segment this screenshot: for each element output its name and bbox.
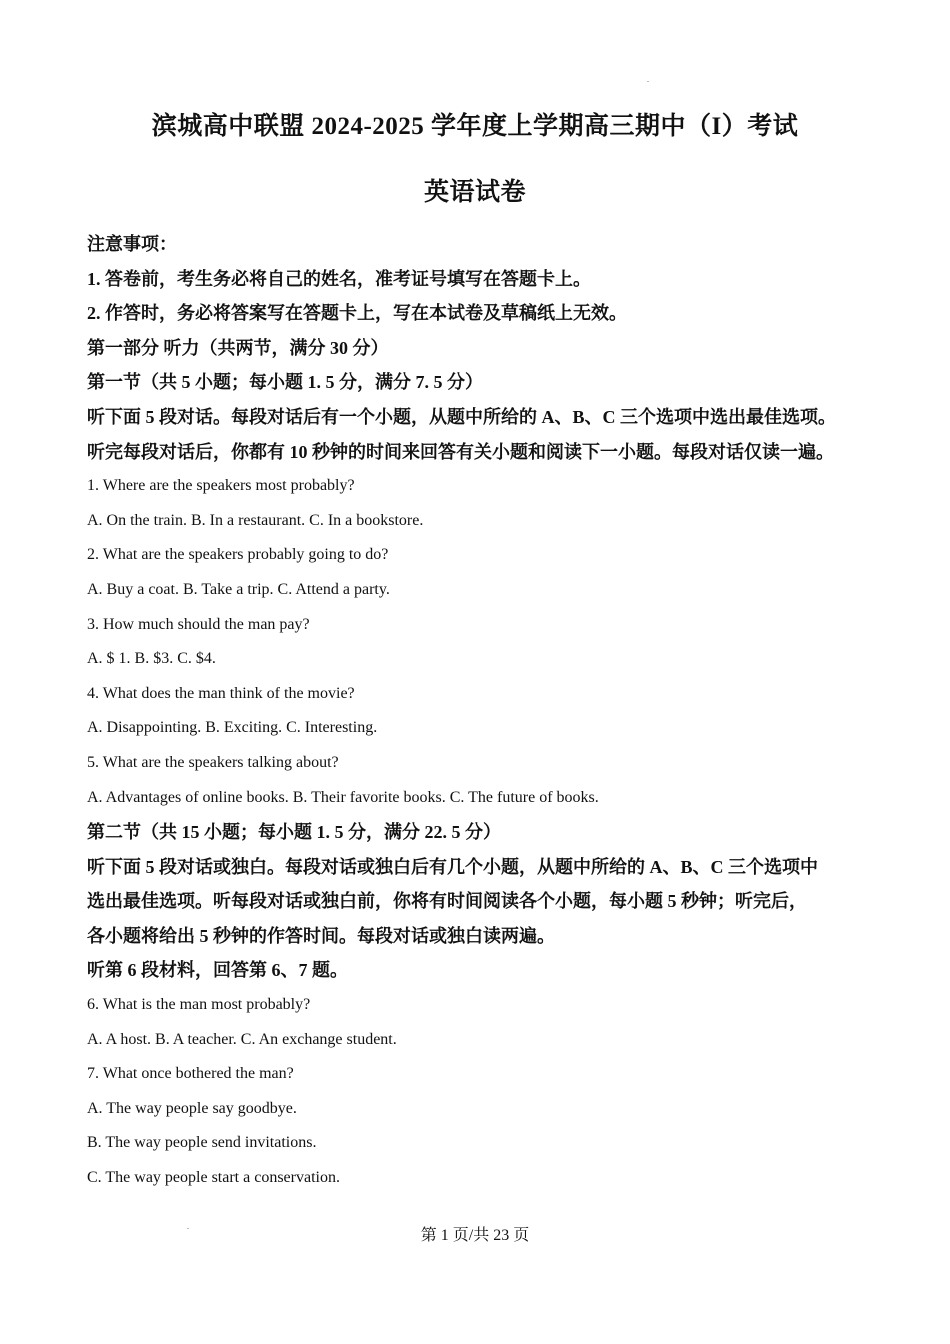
section2-instruction: 各小题将给出 5 秒钟的作答时间。每段对话或独白读两遍。 (87, 925, 555, 946)
scan-speck (647, 81, 649, 82)
question-options: A. On the train. B. In a restaurant. C. In a bookstore. (87, 511, 424, 529)
part1-heading: 第一部分 听力（共两节，满分 30 分） (87, 337, 389, 358)
question-option: C. The way people start a conservation. (87, 1169, 340, 1187)
page-number: 第 1 页/共 23 页 (420, 1227, 530, 1244)
question-text: 7. What once bothered the man? (87, 1065, 294, 1083)
question-options: A. A host. B. A teacher. C. An exchange student. (87, 1030, 397, 1048)
question-text: 4. What does the man think of the movie? (87, 684, 355, 702)
note-item: 2. 作答时，务必将答案写在答题卡上，写在本试卷及草稿纸上无效。 (87, 303, 627, 324)
notes-heading: 注意事项： (87, 234, 177, 254)
question-options: A. $ 1. B. $3. C. $4. (87, 650, 216, 668)
section1-instruction: 听完每段对话后，你都有 10 秒钟的时间来回答有关小题和阅读下一小题。每段对话仅读一遍。 (87, 441, 834, 462)
exam-subtitle: 英语试卷 (423, 179, 526, 206)
question-option: A. The way people say goodbye. (87, 1099, 297, 1117)
question-options: A. Disappointing. B. Exciting. C. Interesting. (87, 719, 378, 737)
section2-instruction: 选出最佳选项。听每段对话或独白前，你将有时间阅读各个小题，每小题 5 秒钟；听完后， (87, 891, 807, 912)
question-option: B. The way people send invitations. (87, 1134, 317, 1152)
exam-title: 滨城高中联盟 2024-2025 学年度上学期高三期中（I）考试 (151, 113, 799, 140)
question-text: 2. What are the speakers probably going to do? (87, 546, 389, 564)
question-text: 1. Where are the speakers most probably? (87, 477, 355, 495)
section1-heading: 第一节（共 5 小题；每小题 1. 5 分，满分 7. 5 分） (87, 372, 483, 393)
question-options: A. Advantages of online books. B. Their favorite books. C. The future of books. (87, 788, 599, 806)
section2-instruction: 听下面 5 段对话或独白。每段对话或独白后有几个小题，从题中所给的 A、B、C 三个选项中 (87, 856, 818, 877)
section2-heading: 第二节（共 15 小题；每小题 1. 5 分，满分 22. 5 分） (87, 822, 501, 843)
note-item: 1. 答卷前，考生务必将自己的姓名，准考证号填写在答题卡上。 (87, 268, 591, 289)
question-text: 3. How much should the man pay? (87, 615, 310, 633)
question-text: 6. What is the man most probably? (87, 996, 311, 1014)
section1-instruction: 听下面 5 段对话。每段对话后有一个小题，从题中所给的 A、B、C 三个选项中选出最佳选项。 (87, 406, 836, 427)
material-heading: 听第 6 段材料，回答第 6、7 题。 (87, 960, 348, 981)
question-options: A. Buy a coat. B. Take a trip. C. Attend a party. (87, 580, 390, 598)
question-text: 5. What are the speakers talking about? (87, 753, 339, 771)
exam-content (87, 227, 887, 1196)
